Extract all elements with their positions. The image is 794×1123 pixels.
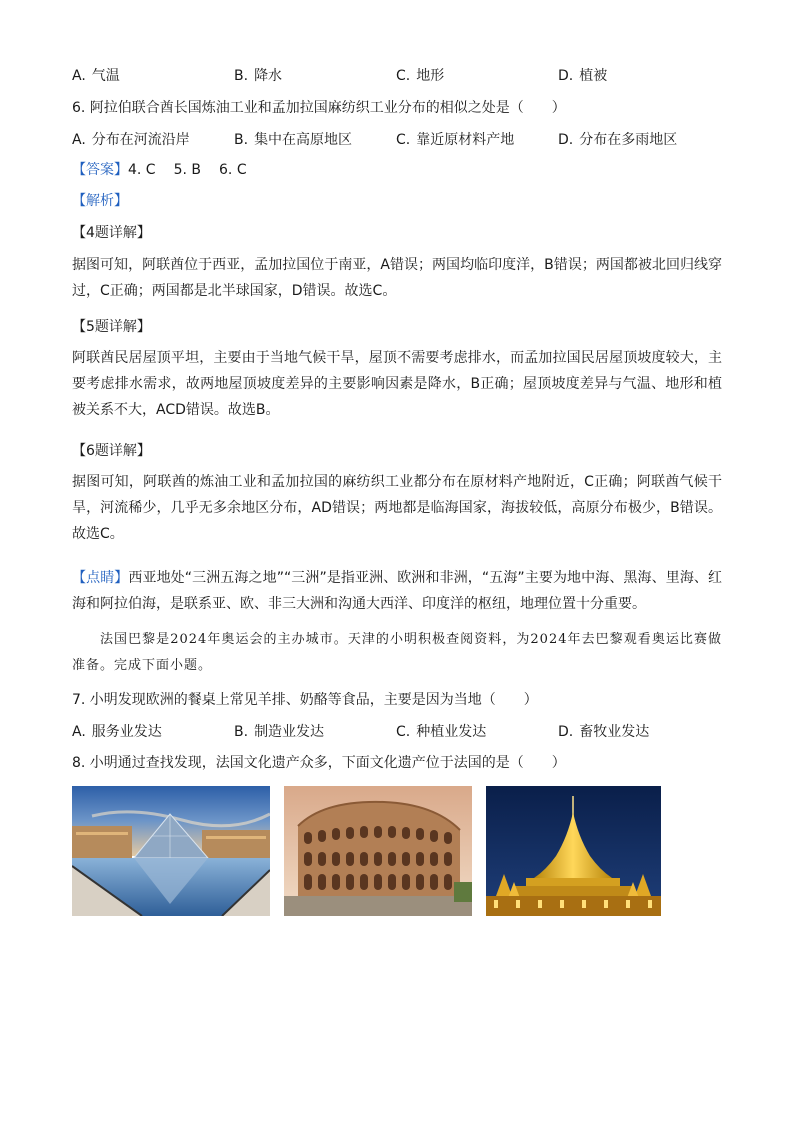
q5-option-b: B. 降水 <box>234 68 283 84</box>
detail6-heading: 【6题详解】 <box>72 443 151 459</box>
detail5-heading: 【5题详解】 <box>72 319 151 335</box>
detail4-text: 据图可知，阿联酋位于西亚，孟加拉国位于南亚，A错误；两国均临印度洋，B错误；两国都被北回归线穿过，C正确；两国都是北半球国家，D错误。故选C。 <box>72 257 722 299</box>
louvre-photo <box>72 786 270 916</box>
q7-stem: 7. 小明发现欧洲的餐桌上常见羊排、奶酪等食品，主要是因为当地（ ） <box>72 692 538 708</box>
q6-option-b: B. 集中在高原地区 <box>234 132 353 148</box>
q7-option-d: D. 畜牧业发达 <box>558 724 650 740</box>
q6-option-a: A. 分布在河流沿岸 <box>72 132 190 148</box>
q5-options <box>72 66 722 86</box>
q6-options <box>72 130 722 150</box>
q7-option-a: A. 服务业发达 <box>72 724 162 740</box>
analysis-tag: 【解析】 <box>72 193 128 209</box>
detail4-heading: 【4题详解】 <box>72 225 151 241</box>
answer-4: 4. C <box>128 162 156 178</box>
q6-stem: 6. 阿拉伯联合酋长国炼油工业和孟加拉国麻纺织工业分布的相似之处是（ ） <box>72 100 566 116</box>
answer-line <box>72 160 722 180</box>
q6-option-c: C. 靠近原材料产地 <box>396 132 515 148</box>
q7-option-b: B. 制造业发达 <box>234 724 325 740</box>
q7-option-c: C. 种植业发达 <box>396 724 487 740</box>
answer-tag: 【答案】 <box>72 162 128 178</box>
detail6-text: 据图可知，阿联酋的炼油工业和孟加拉国的麻纺织工业都分布在原材料产地附近，C正确；阿联酋气候干旱，河流稀少，几乎无多余地区分布，AD错误；两地都是临海国家，海拔较低，高原分布极少，B错误。故选C。 <box>72 474 722 542</box>
colosseum-photo <box>284 786 472 916</box>
q5-option-a: A. 气温 <box>72 68 120 84</box>
q5-option-d: D. 植被 <box>558 68 608 84</box>
pointer-tag: 【点睛】 <box>72 570 129 586</box>
pointer-paragraph <box>72 565 722 617</box>
pointer-text: 西亚地处“三洲五海之地”“三洲”是指亚洲、欧洲和非洲，“五海”主要为地中海、黑海、里海、红海和阿拉伯海，是联系亚、欧、非三大洲和沟通大西洋、印度洋的枢纽，地理位置十分重要。 <box>72 570 723 612</box>
q5-option-c: C. 地形 <box>396 68 445 84</box>
q6-option-d: D. 分布在多雨地区 <box>558 132 678 148</box>
q7-options <box>72 722 722 742</box>
golden-pagoda-photo <box>486 786 661 916</box>
q8-stem: 8. 小明通过查找发现，法国文化遗产众多，下面文化遗产位于法国的是（ ） <box>72 755 566 771</box>
intro-text: 法国巴黎是2024年奥运会的主办城市。天津的小明积极查阅资料，为2024年去巴黎观看奥运比赛做准备。完成下面小题。 <box>72 632 722 673</box>
answer-5: 5. B <box>173 162 202 178</box>
detail5-text: 阿联酋民居屋顶平坦，主要由于当地气候干旱，屋顶不需要考虑排水，而孟加拉国民居屋顶坡度较大，主要考虑排水需求，故两地屋顶坡度差异的主要影响因素是降水，B正确；屋顶坡度差异与气温、地形和植被关系不大，ACD错误。故选B。 <box>72 350 722 418</box>
answer-6: 6. C <box>219 162 247 178</box>
